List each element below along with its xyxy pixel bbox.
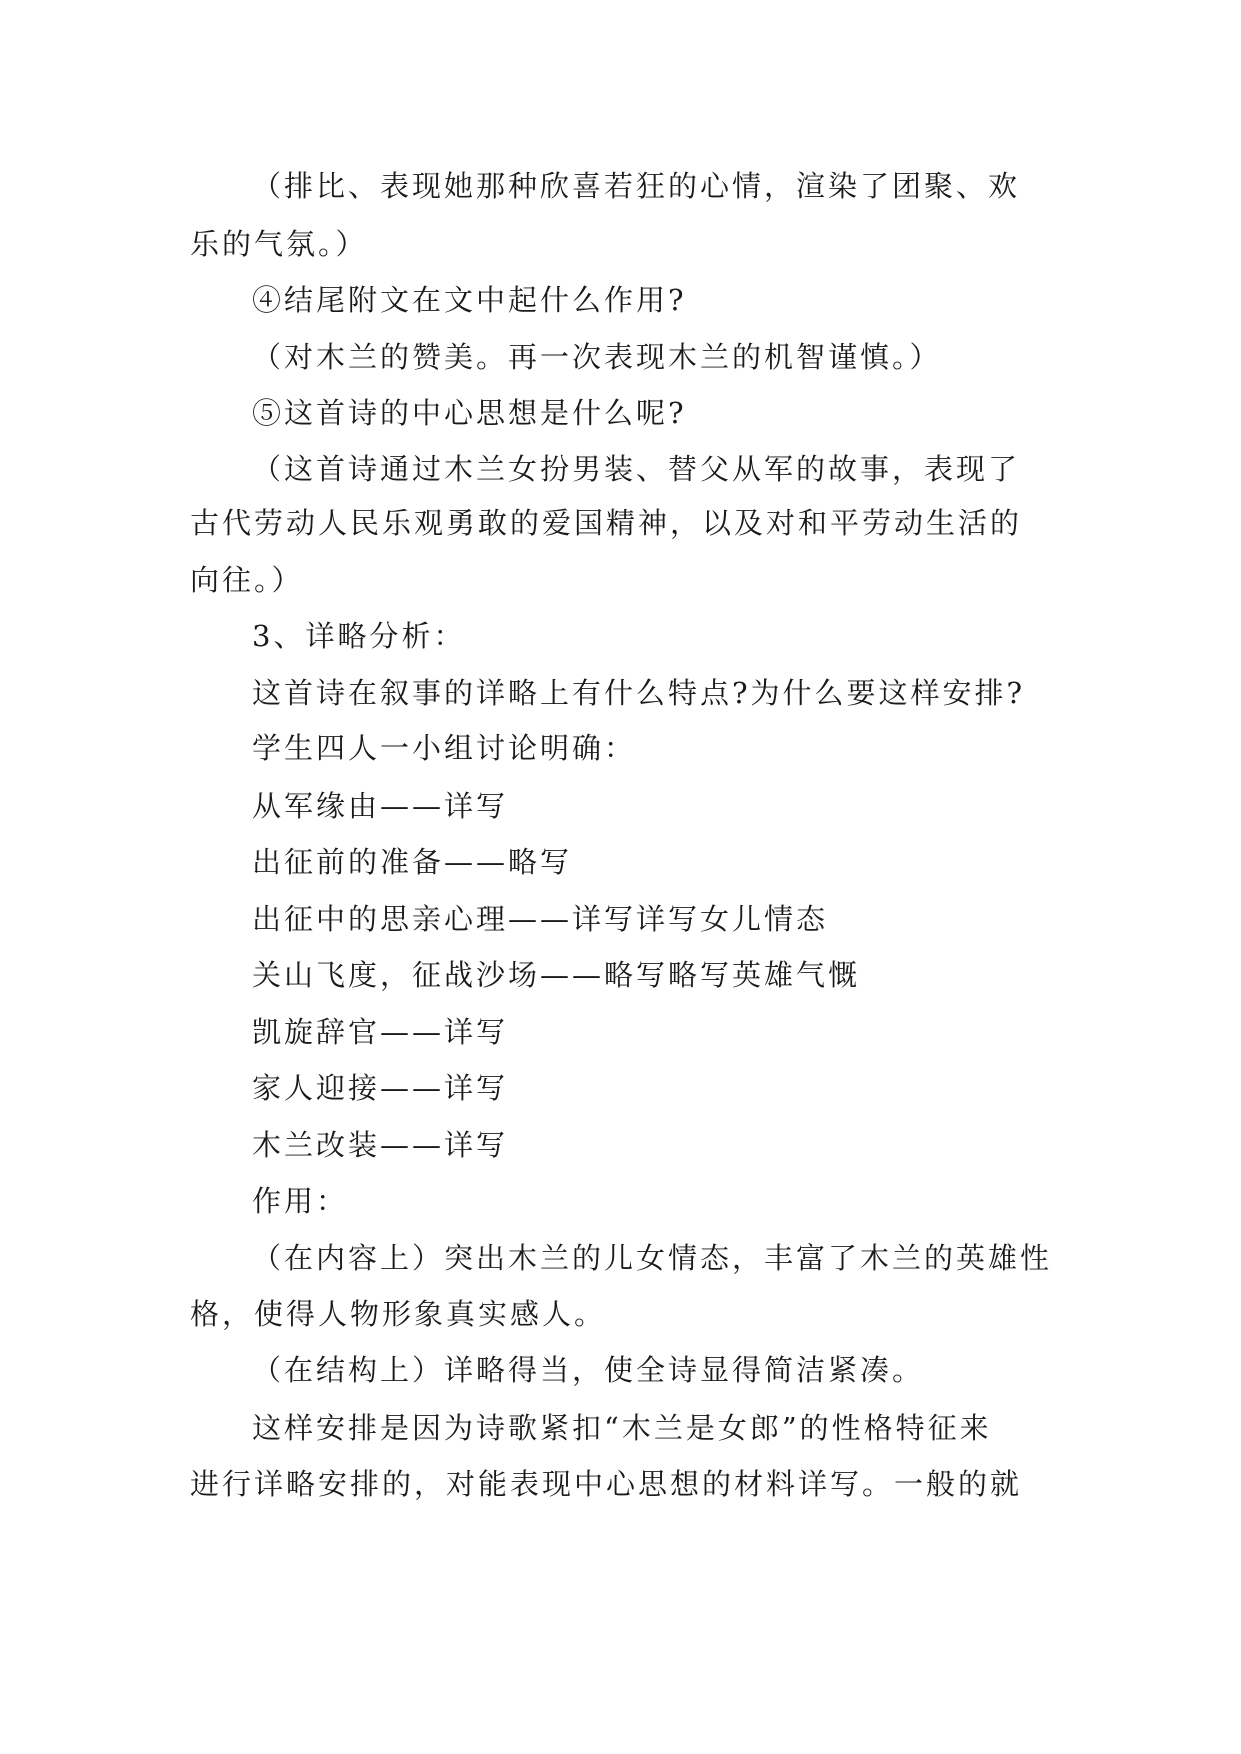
- paragraph-line: 木兰改装——详写: [252, 1128, 509, 1162]
- paragraph-line: 作用：: [252, 1184, 349, 1218]
- paragraph-line: （在内容上）突出木兰的儿女情态，丰富了木兰的英雄性: [252, 1241, 1053, 1275]
- paragraph-line: 出征中的思亲心理——详写详写女儿情态: [252, 902, 829, 936]
- paragraph-line: 向往。）: [190, 563, 304, 597]
- paragraph-line: （这首诗通过木兰女扮男装、替父从军的故事，表现了: [252, 452, 1021, 486]
- paragraph-line: ④结尾附文在文中起什么作用?: [252, 283, 687, 317]
- paragraph-line: （对木兰的赞美。再一次表现木兰的机智谨慎。）: [252, 340, 942, 374]
- paragraph-line: 学生四人一小组讨论明确：: [252, 731, 637, 765]
- paragraph-line: 乐的气氛。）: [190, 227, 368, 261]
- paragraph-line: 3、详略分析：: [252, 619, 466, 653]
- paragraph-line: 家人迎接——详写: [252, 1071, 509, 1105]
- paragraph-line: 凯旋辞官——详写: [252, 1015, 509, 1049]
- paragraph-line: 格，使得人物形象真实感人。: [190, 1297, 607, 1331]
- paragraph-line: 古代劳动人民乐观勇敢的爱国精神，以及对和平劳动生活的: [190, 506, 1023, 540]
- paragraph-line: 从军缘由——详写: [252, 789, 509, 823]
- paragraph-line: 出征前的准备——略写: [252, 845, 573, 879]
- paragraph-line: 进行详略安排的，对能表现中心思想的材料详写。一般的就: [190, 1467, 1023, 1501]
- paragraph-line: 这样安排是因为诗歌紧扣“木兰是女郎”的性格特征来: [252, 1411, 992, 1445]
- paragraph-line: 这首诗在叙事的详略上有什么特点?为什么要这样安排?: [252, 676, 1026, 710]
- paragraph-line: （在结构上）详略得当，使全诗显得简洁紧凑。: [252, 1353, 925, 1387]
- paragraph-line: （排比、表现她那种欣喜若狂的心情，渲染了团聚、欢: [252, 169, 1021, 203]
- paragraph-line: ⑤这首诗的中心思想是什么呢?: [252, 396, 687, 430]
- paragraph-line: 关山飞度，征战沙场——略写略写英雄气慨: [252, 958, 861, 992]
